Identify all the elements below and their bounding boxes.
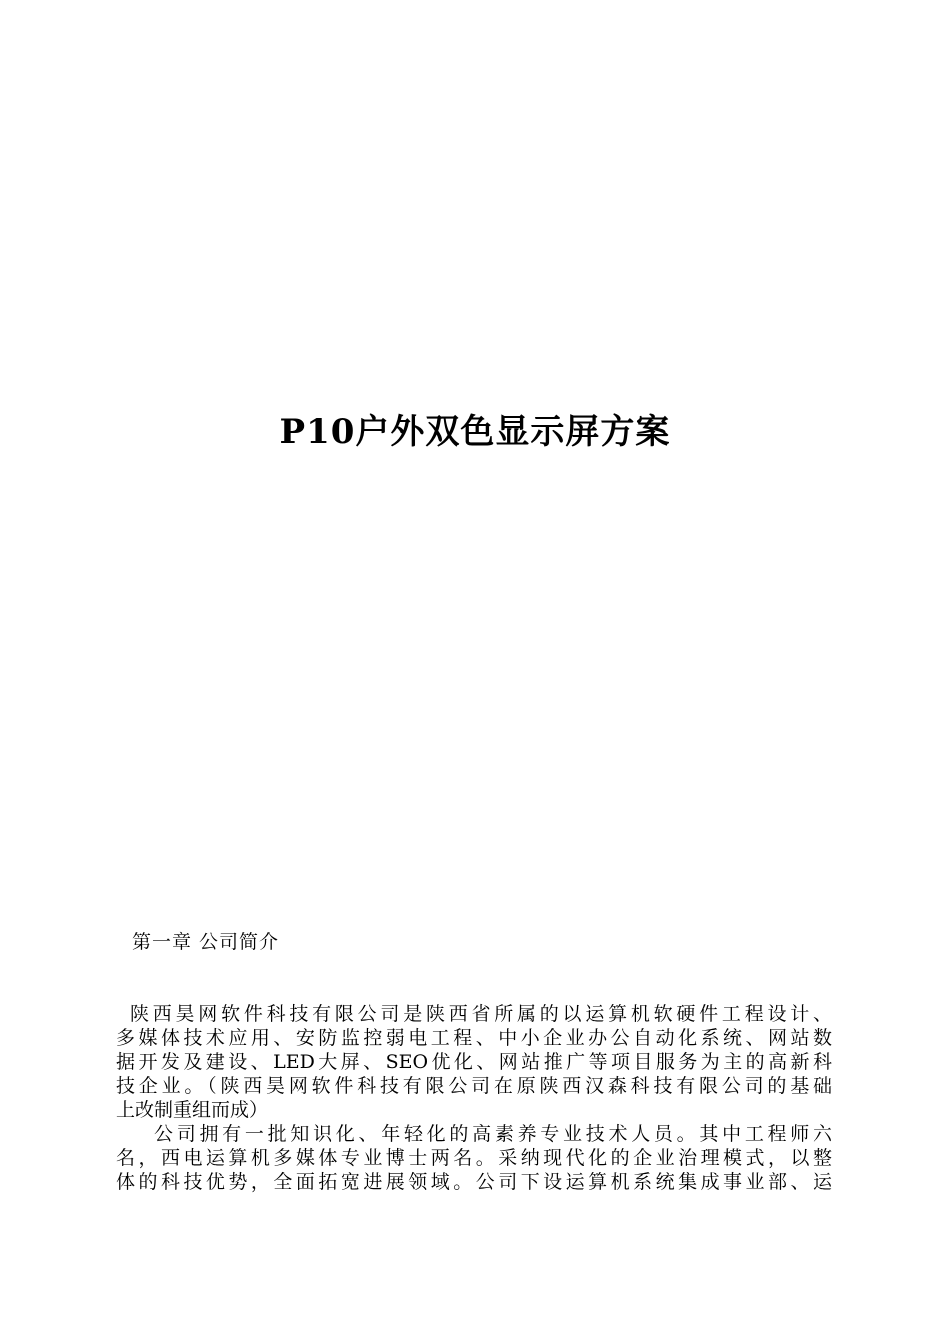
paragraph-line: 据开发及建设、LED大屏、SEO优化、网站推广等项目服务为主的高新科 xyxy=(116,1051,832,1073)
paragraph-line: 多媒体技术应用、安防监控弱电工程、中小企业办公自动化系统、网站数 xyxy=(116,1027,832,1049)
paragraph-line: 公司拥有一批知识化、年轻化的高素养专业技术人员。其中工程师六 xyxy=(154,1123,832,1145)
paragraph-line: 陕西昊网软件科技有限公司是陕西省所属的以运算机软硬件工程设计、 xyxy=(130,1003,832,1025)
paragraph-line: 体的科技优势，全面拓宽进展领域。公司下设运算机系统集成事业部、运 xyxy=(116,1171,832,1193)
paragraph-line: 技企业。（陕西昊网软件科技有限公司在原陕西汉森科技有限公司的基础 xyxy=(116,1075,832,1097)
document-title: P10户外双色显示屏方案 xyxy=(279,412,671,452)
paragraph-line: 名，西电运算机多媒体专业博士两名。采纳现代化的企业治理模式，以整 xyxy=(116,1147,832,1169)
body-text xyxy=(116,1002,832,1194)
paragraph-line: 上改制重组而成） xyxy=(116,1099,269,1121)
chapter-heading: 第一章 公司简介 xyxy=(132,931,280,953)
